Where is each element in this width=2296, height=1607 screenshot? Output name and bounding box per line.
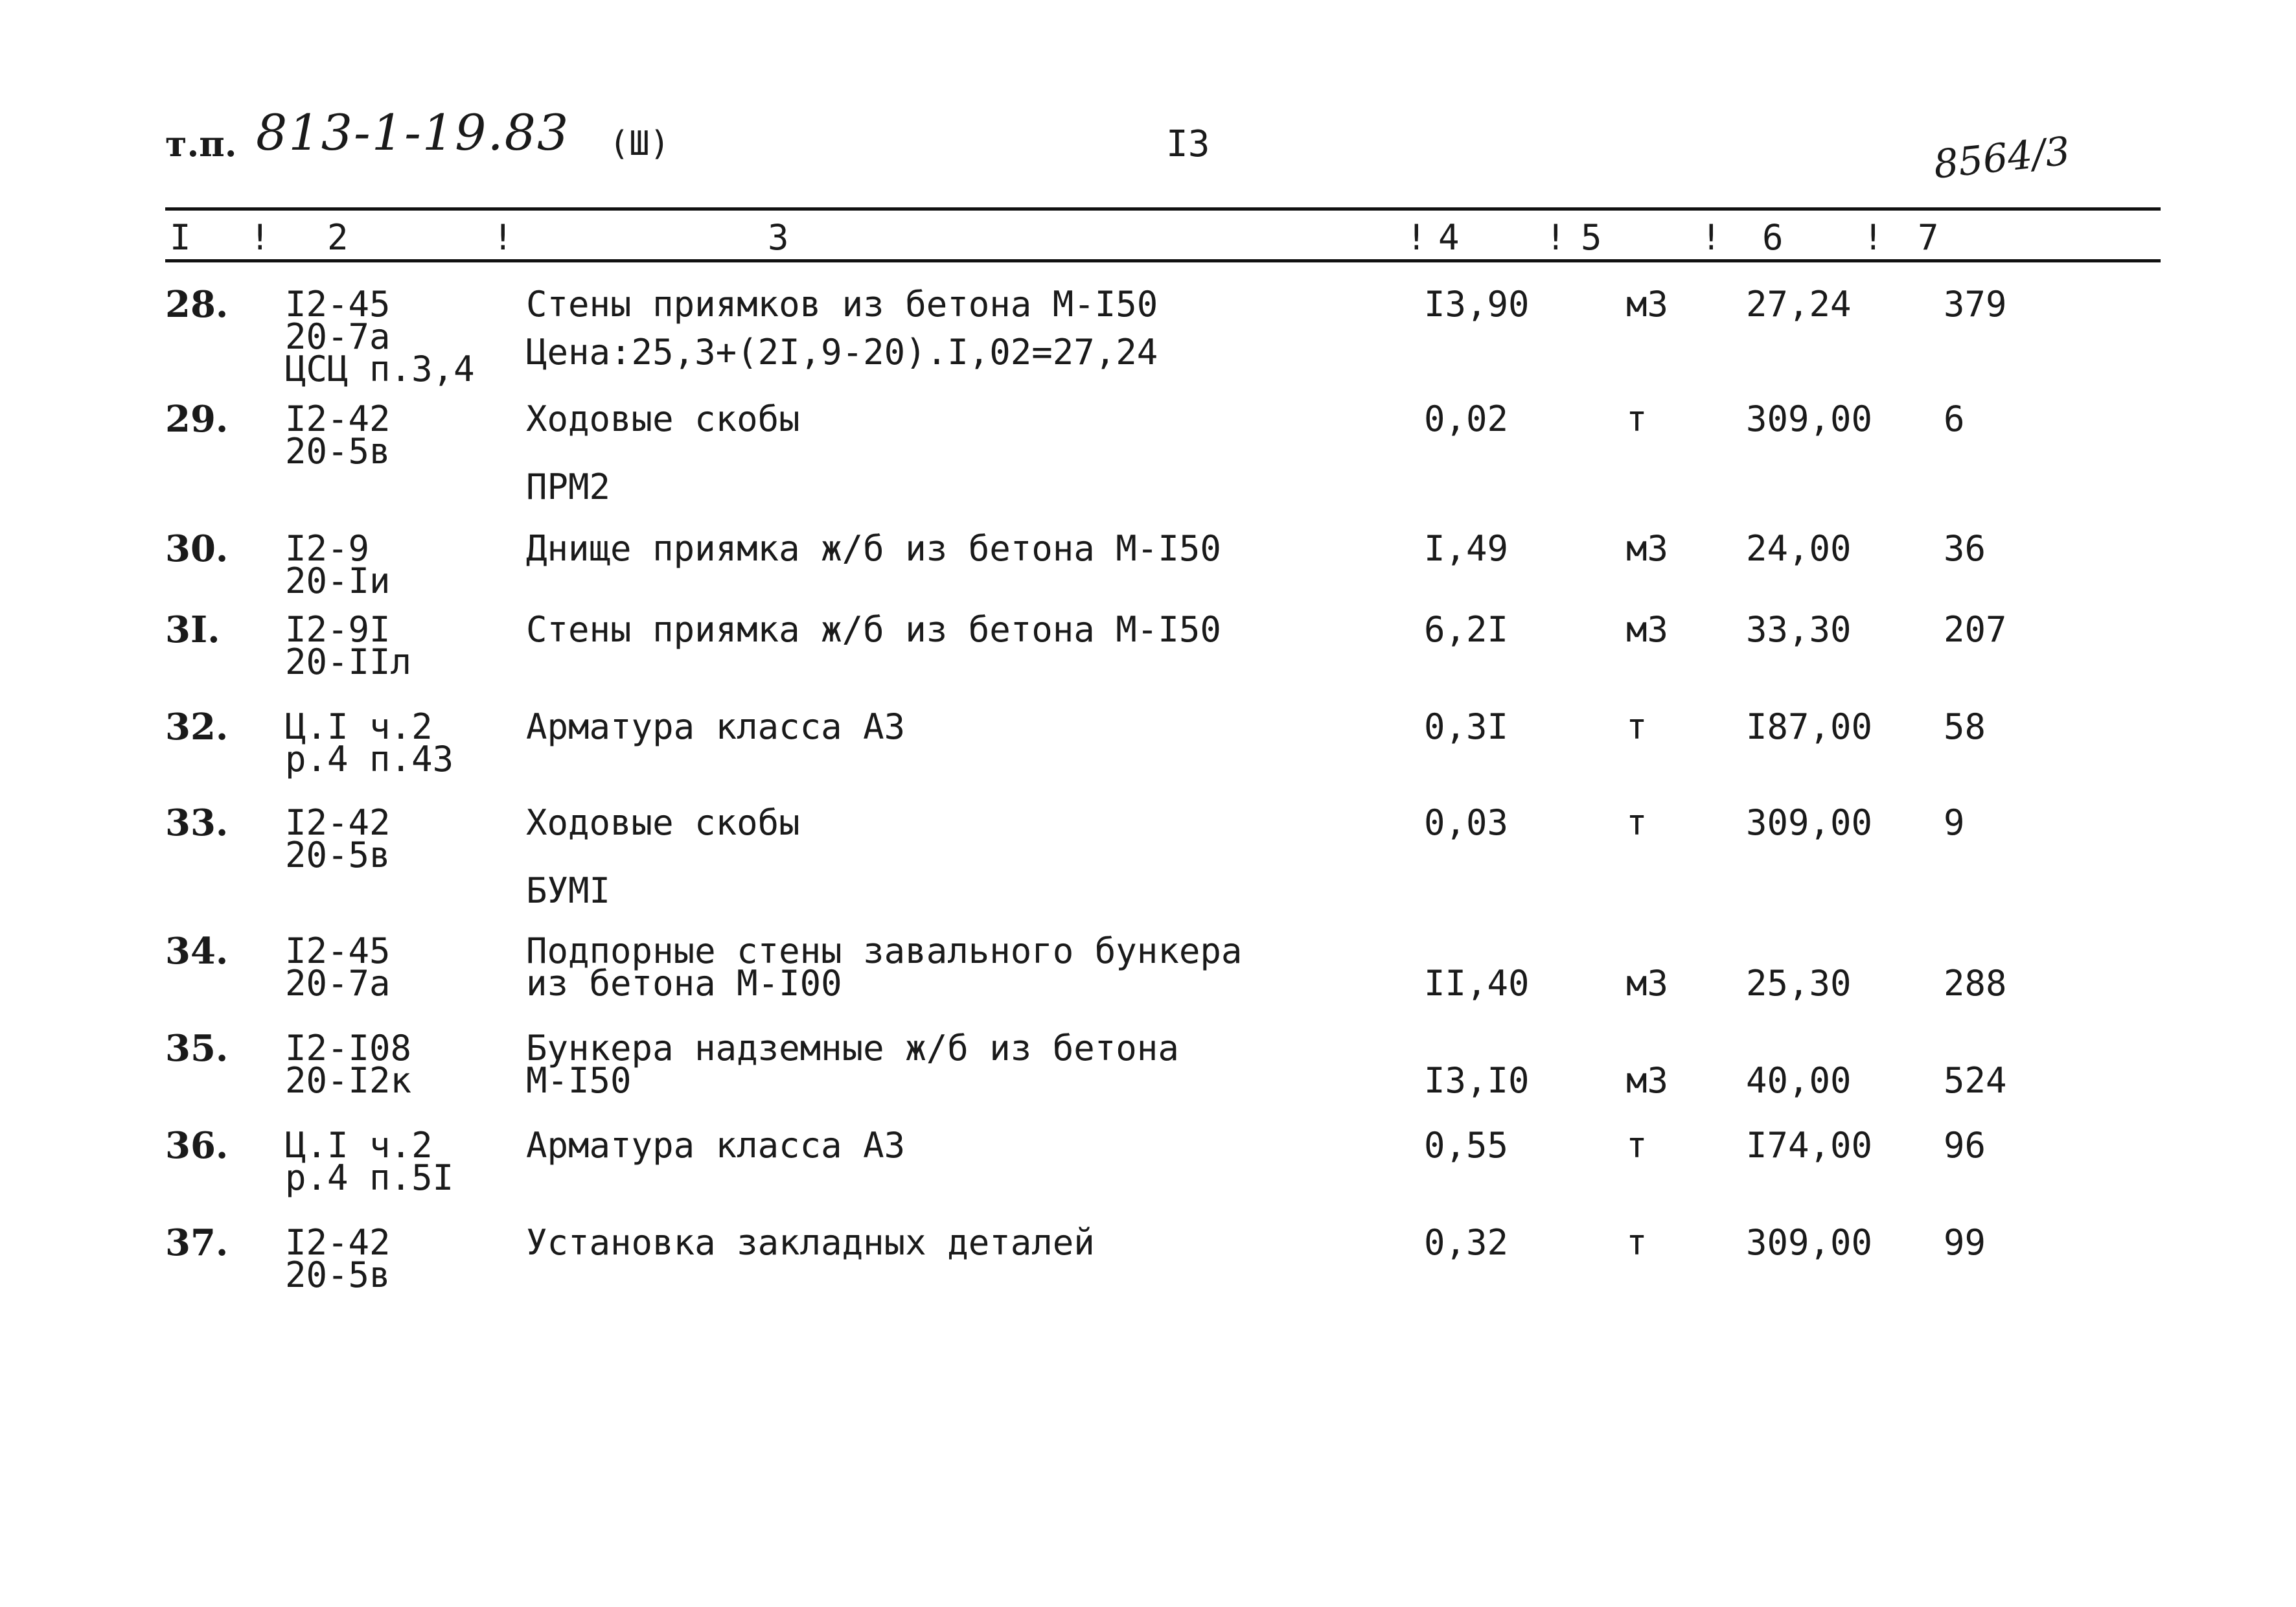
quantity: I3,90: [1424, 284, 1530, 325]
col-header-4: 4: [1438, 217, 1460, 258]
norm-code: Ц.I ч.2 р.4 п.43: [285, 706, 454, 780]
work-description: Арматура класса А3: [526, 1125, 906, 1166]
work-description: Ходовые скобы: [526, 802, 800, 843]
work-description: Ходовые скобы: [526, 399, 800, 439]
quantity: 0,3I: [1424, 706, 1509, 747]
unit: т: [1626, 399, 1647, 439]
quantity: I3,I0: [1424, 1060, 1530, 1101]
table-top-rule: [165, 207, 2161, 211]
row-number: 34.: [165, 930, 229, 973]
unit-price: 24,00: [1746, 528, 1852, 569]
total-cost: 6: [1944, 399, 1965, 439]
col-header-sep: !: [1545, 217, 1567, 258]
row-number: 33.: [165, 802, 229, 844]
norm-code: I2-42 20-5в: [285, 802, 391, 875]
tp-label: т.п.: [165, 123, 237, 165]
row-number: 32.: [165, 706, 229, 748]
total-cost: 207: [1944, 609, 2007, 650]
unit: м3: [1626, 1060, 1669, 1101]
quantity: I,49: [1424, 528, 1509, 569]
work-description: Установка закладных деталей: [526, 1222, 1095, 1263]
unit-price: 40,00: [1746, 1060, 1852, 1101]
unit-price: 27,24: [1746, 284, 1852, 325]
unit: т: [1626, 1125, 1647, 1166]
archive-stamp: 8564/3: [1931, 128, 2072, 188]
unit-price: I87,00: [1746, 706, 1873, 747]
work-description: Бункера надземные ж/б из бетона М-I50: [526, 1028, 1179, 1101]
row-number: 30.: [165, 527, 229, 570]
total-cost: 99: [1944, 1222, 1986, 1263]
work-description: Стены приямка ж/б из бетона М-I50: [526, 609, 1221, 650]
unit: м3: [1626, 528, 1669, 569]
total-cost: 58: [1944, 706, 1986, 747]
part-label: (Ш): [609, 124, 670, 163]
quantity: 0,32: [1424, 1222, 1509, 1263]
unit-price: I74,00: [1746, 1125, 1873, 1166]
table-header-rule: [165, 259, 2161, 262]
unit-price: 309,00: [1746, 802, 1873, 843]
unit-price: 309,00: [1746, 1222, 1873, 1263]
row-number: 35.: [165, 1027, 229, 1070]
norm-code: I2-9I 20-IIл: [285, 609, 412, 682]
work-description: Стены приямков из бетона М-I50 Цена:25,3+(2I,9-20).I,02=27,24: [526, 284, 1158, 373]
norm-code: I2-42 20-5в: [285, 399, 391, 472]
total-cost: 379: [1944, 284, 2007, 325]
unit: т: [1626, 706, 1647, 747]
work-description: Арматура класса А3: [526, 706, 906, 747]
total-cost: 9: [1944, 802, 1965, 843]
quantity: 0,03: [1424, 802, 1509, 843]
col-header-sep: !: [1406, 217, 1427, 258]
unit-price: 25,30: [1746, 963, 1852, 1004]
row-number: 3I.: [165, 608, 220, 651]
col-header-sep: !: [1701, 217, 1722, 258]
col-header-5: 5: [1581, 217, 1602, 258]
section-label: БУМI: [526, 870, 611, 911]
unit: м3: [1626, 284, 1669, 325]
col-header-6: 6: [1762, 217, 1784, 258]
unit-price: 309,00: [1746, 399, 1873, 439]
total-cost: 288: [1944, 963, 2007, 1004]
norm-code: I2-45 20-7а ЦСЦ п.3,4: [285, 284, 475, 389]
work-description: Днище приямка ж/б из бетона М-I50: [526, 528, 1221, 569]
col-header-1: I: [170, 217, 191, 258]
section-label: ПРМ2: [526, 467, 611, 507]
norm-code: I2-45 20-7а: [285, 931, 391, 1004]
page-number: I3: [1166, 123, 1210, 165]
unit-price: 33,30: [1746, 609, 1852, 650]
row-number: 37.: [165, 1221, 229, 1264]
row-number: 28.: [165, 283, 229, 326]
quantity: II,40: [1424, 963, 1530, 1004]
total-cost: 524: [1944, 1060, 2007, 1101]
col-header-sep: !: [1863, 217, 1884, 258]
project-code: 813-1-19.83: [256, 104, 570, 161]
total-cost: 36: [1944, 528, 1986, 569]
quantity: 0,55: [1424, 1125, 1509, 1166]
quantity: 0,02: [1424, 399, 1509, 439]
row-number: 29.: [165, 398, 229, 441]
norm-code: I2-9 20-Iи: [285, 528, 391, 601]
work-description: Подпорные стены завального бункера из бетона М-I00: [526, 931, 1243, 1004]
unit: м3: [1626, 963, 1669, 1004]
unit: т: [1626, 1222, 1647, 1263]
unit: м3: [1626, 609, 1669, 650]
col-header-7: 7: [1918, 217, 1939, 258]
norm-code: I2-I08 20-I2к: [285, 1028, 412, 1101]
total-cost: 96: [1944, 1125, 1986, 1166]
quantity: 6,2I: [1424, 609, 1509, 650]
norm-code: Ц.I ч.2 р.4 п.5I: [285, 1125, 454, 1198]
unit: т: [1626, 802, 1647, 843]
col-header-3: 3: [768, 217, 789, 258]
col-header-2: 2: [327, 217, 349, 258]
col-header-sep: !: [249, 217, 271, 258]
norm-code: I2-42 20-5в: [285, 1222, 391, 1295]
col-header-sep: !: [492, 217, 514, 258]
row-number: 36.: [165, 1124, 229, 1167]
